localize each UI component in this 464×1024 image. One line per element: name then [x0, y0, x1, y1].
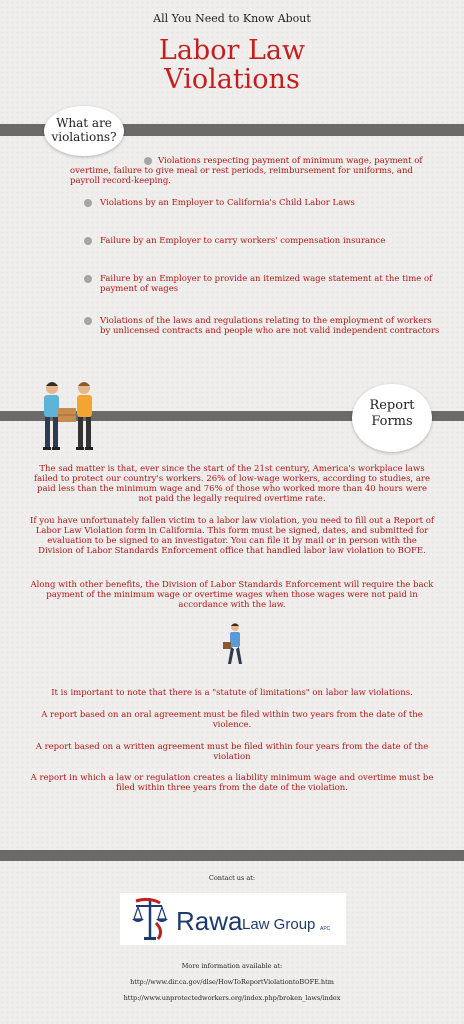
- logo-lawgroup-text: Law Group: [242, 916, 316, 933]
- report-forms-badge: [352, 384, 432, 452]
- violations-badge-line1: What are: [56, 116, 112, 130]
- bullet-dot-icon: [84, 199, 92, 207]
- section-divider-footer: [0, 850, 464, 861]
- more-info-label: More information available at:: [181, 962, 283, 970]
- violations-badge: [44, 106, 124, 156]
- reference-link-2[interactable]: http://www.unprotectedworkers.org/index.php/broken_laws/index: [123, 994, 341, 1002]
- limitations-paragraph: A report based on a written agreement must be filed within four years from the date of the violation: [35, 742, 429, 762]
- pre-title: All You Need to Know About: [153, 12, 311, 25]
- rawa-law-group-logo: [120, 893, 346, 945]
- bullet-dot-icon: [84, 237, 92, 245]
- limitations-paragraph: A report based on an oral agreement must be filed within two years from the date of the violence.: [41, 710, 423, 730]
- violations-badge-line2: violations?: [51, 130, 117, 144]
- report-paragraph: If you have unfortunately fallen victim to a labor law violation, you need to fill out a Report of Labor Law Violation form in California. This form must be signed, dates, and submitted for evaluation to be signed to an investigator. You can file it by mail or in person with the Division of Labor Standards Enforcement office that handled labor law violation to BOFE.: [30, 516, 434, 556]
- title-line-1: Labor Law: [158, 35, 306, 66]
- violation-item-text: Violations by an Employer to California's Child Labor Laws: [100, 198, 355, 208]
- logo-apc-text: APC: [320, 926, 331, 932]
- limitations-paragraph: It is important to note that there is a "statute of limitations" on labor law violations.: [51, 688, 413, 698]
- reference-link-1[interactable]: http://www.dir.ca.gov/dlse/HowToReportViolationtoBOFE.htm: [130, 978, 334, 986]
- page-title: [0, 36, 464, 94]
- report-paragraph: Along with other benefits, the Division of Labor Standards Enforcement will require the back payment of the minimum wage or overtime wages when those wages were not paid in accordance with the law.: [30, 580, 434, 610]
- businessman-briefcase-illustration-icon: [220, 622, 250, 668]
- workers-handshake-illustration-icon: [28, 378, 108, 458]
- limitations-paragraph: A report in which a law or regulation creates a liability minimum wage and overtime must be filed within three years from the date of the violation.: [30, 773, 434, 793]
- bullet-dot-icon: [84, 317, 92, 325]
- scales-of-justice-logo-icon: [128, 897, 172, 941]
- violation-item-text: Failure by an Employer to provide an itemized wage statement at the time of payment of wages: [100, 274, 433, 294]
- violation-item-text: Violations of the laws and regulations relating to the employment of workers by unlicensed contracts and people who are not valid independent contractors: [100, 316, 440, 336]
- title-line-2: Violations: [164, 64, 300, 95]
- contact-label: Contact us at:: [208, 874, 256, 882]
- report-badge-line2: Forms: [371, 414, 413, 429]
- violation-item-text: Failure by an Employer to carry workers' compensation insurance: [100, 236, 386, 246]
- logo-rawa-text: Rawa: [176, 906, 243, 936]
- violation-item-text: Violations respecting payment of minimum wage, payment of overtime, failure to give meal or rest periods, reimbursement for uniforms, and payroll record-keeping.: [70, 156, 423, 186]
- bullet-dot-icon: [84, 275, 92, 283]
- report-paragraph: The sad matter is that, ever since the start of the 21st century, America's workplace laws failed to protect our country's workers. 26% of low-wage workers, according to studies, are paid less than the minimum wage and 76% of those who worked more than 40 hours were not paid the legally required overtime rate.: [33, 464, 430, 504]
- report-badge-line1: Report: [369, 398, 415, 413]
